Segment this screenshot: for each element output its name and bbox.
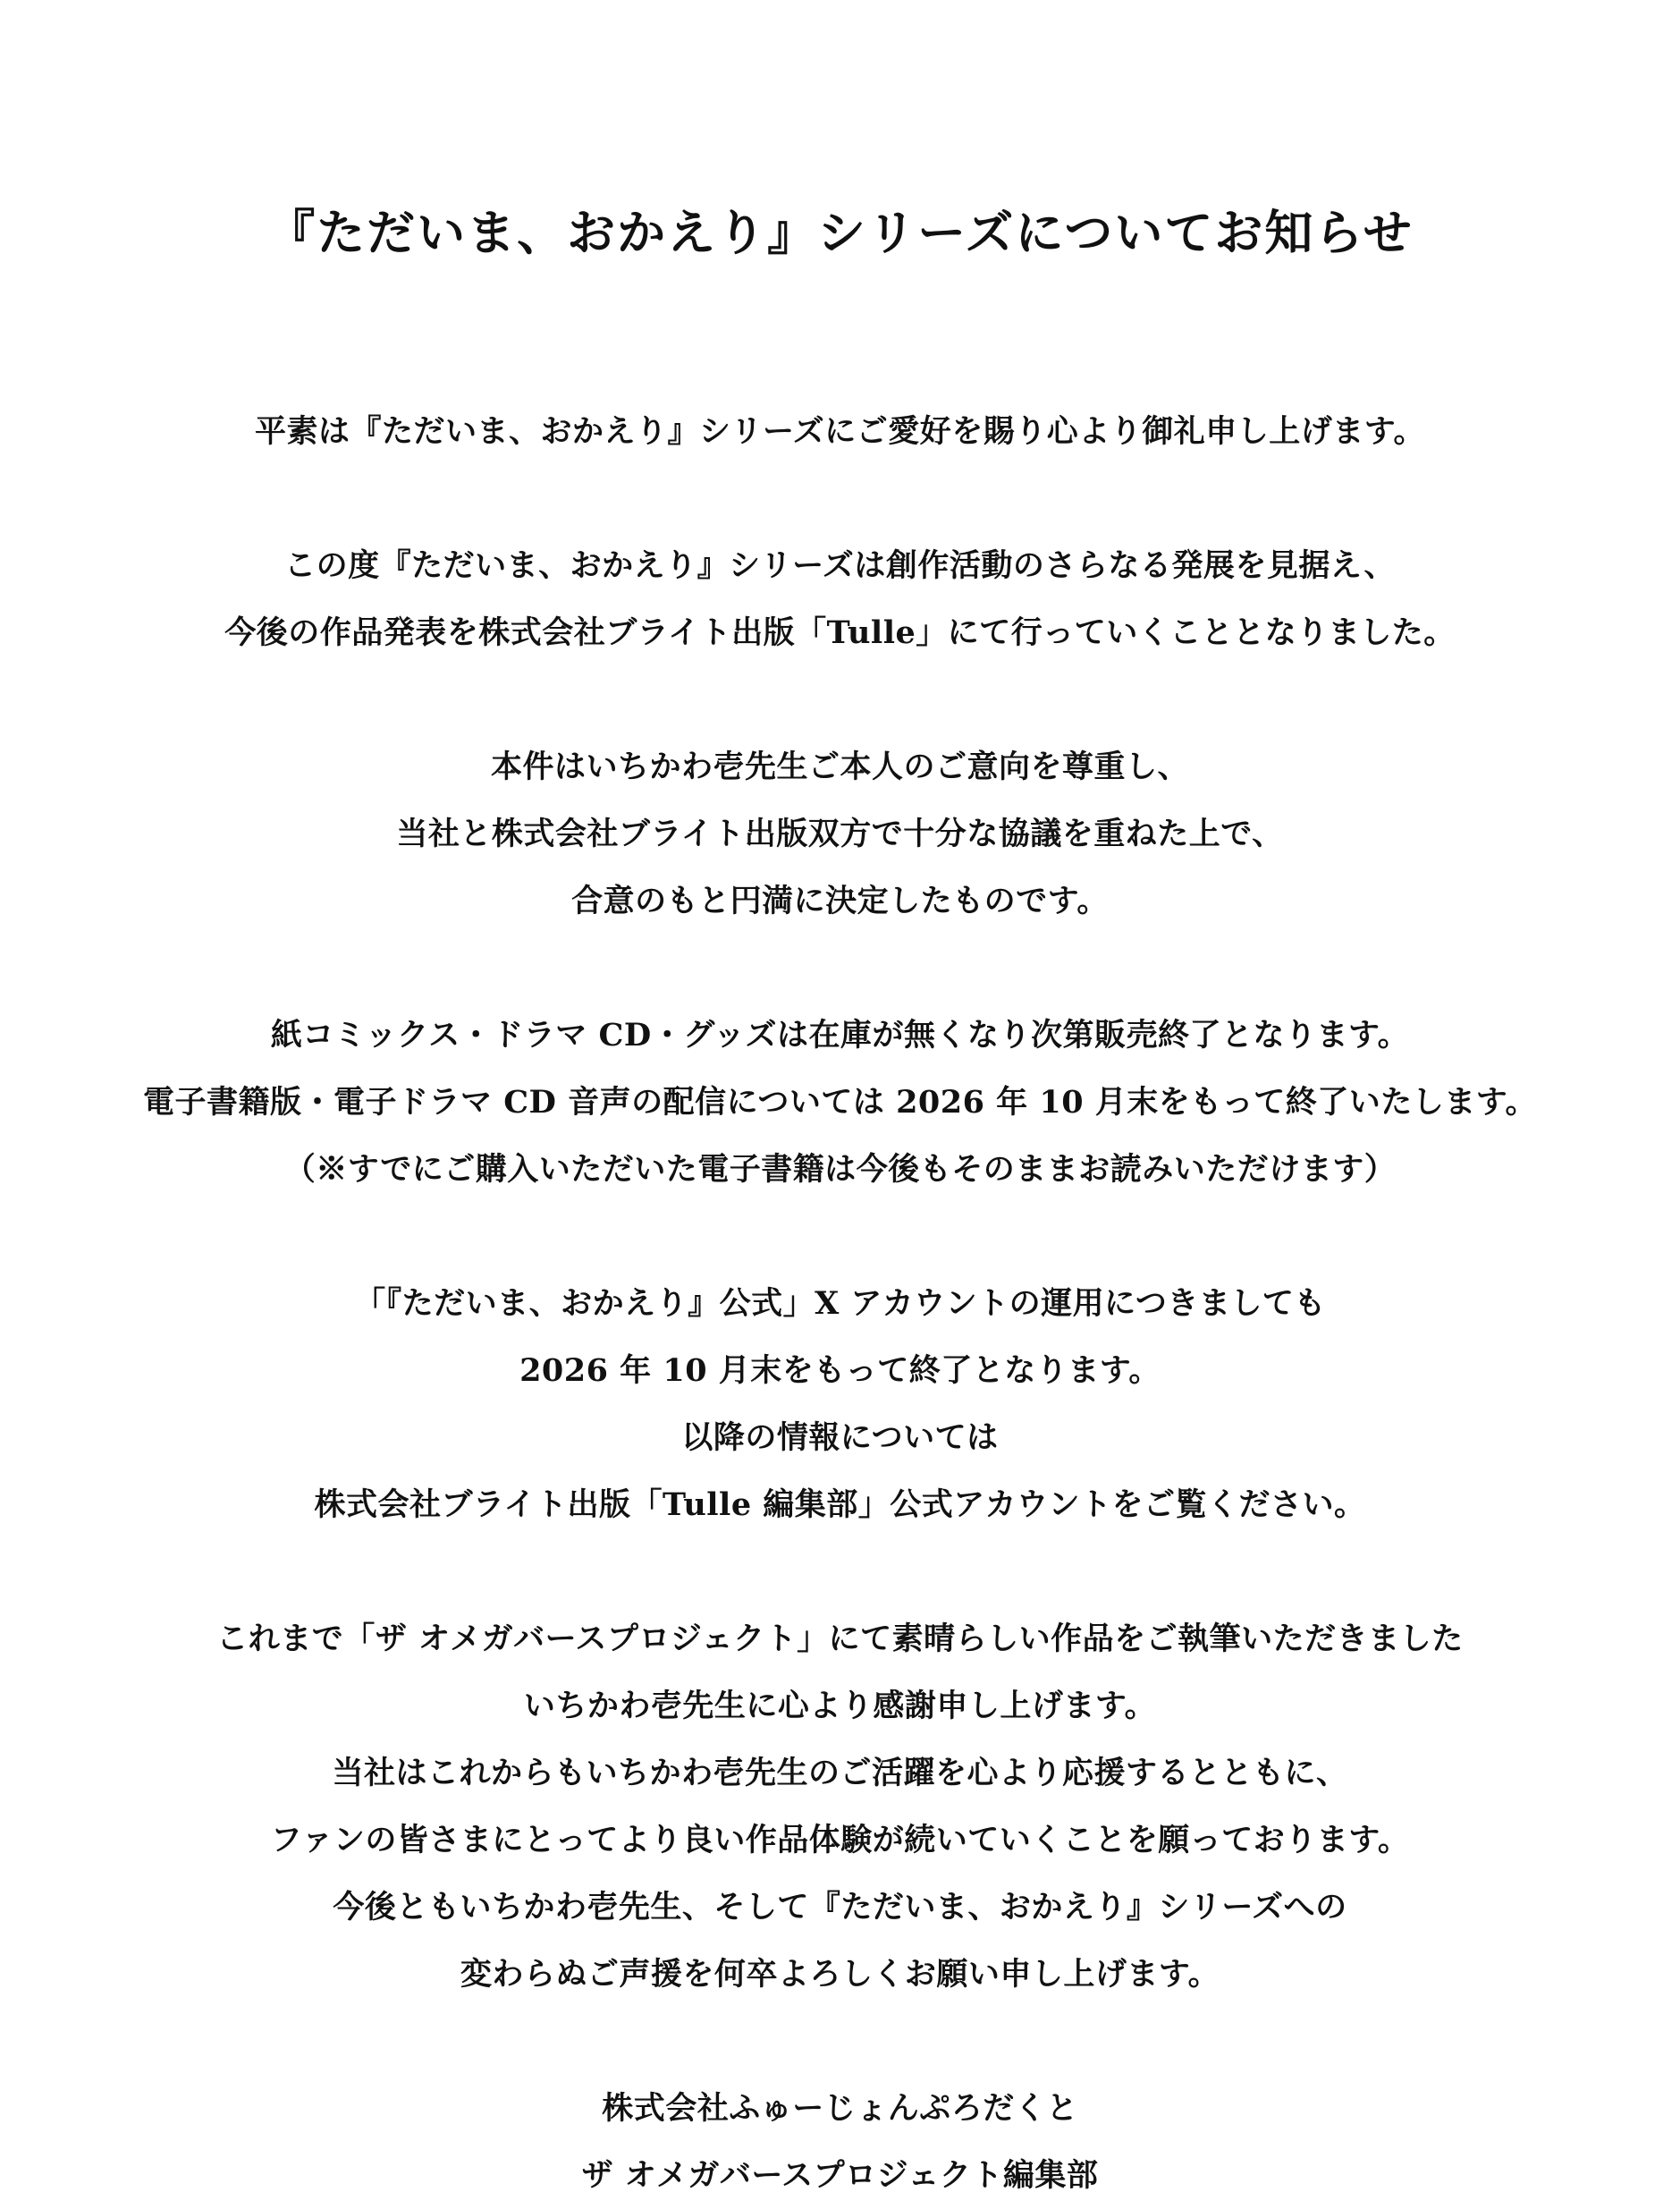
text-line: 合意のもと円満に決定したものです。: [571, 883, 1109, 919]
announcement-body: [36, 398, 1644, 2209]
text-line: 当社はこれからもいちかわ壱先生のご活躍を心より応援するとともに、: [332, 1755, 1348, 1791]
text-line: 以降の情報については: [681, 1419, 999, 1456]
paragraph-thanks: [36, 1605, 1644, 2008]
paragraph-greeting: [36, 398, 1644, 465]
text-line: 当社と株式会社ブライト出版双方で十分な協議を重ねた上で、: [396, 816, 1284, 852]
signature-company: 株式会社ふゅーじょんぷろだくと: [602, 2090, 1078, 2127]
paragraph-account-end: [36, 1270, 1644, 1538]
text-line: 株式会社ブライト出版「Tulle 編集部」公式アカウントをご覧ください。: [314, 1486, 1366, 1523]
text-line: この度『ただいま、おかえり』シリーズは創作活動のさらなる発展を見据え、: [284, 547, 1396, 584]
signature: [36, 2075, 1644, 2209]
signature-department: ザ オメガバースプロジェクト編集部: [581, 2157, 1099, 2194]
text-line: これまで「ザ オメガバースプロジェクト」にて素晴らしい作品をご執筆いただきました: [216, 1621, 1464, 1657]
text-line: いちかわ壱先生に心より感謝申し上げます。: [523, 1688, 1157, 1724]
paragraph-agreement: [36, 733, 1644, 935]
text-line: 今後ともいちかわ壱先生、そして『ただいま、おかえり』シリーズへの: [333, 1889, 1347, 1925]
text-line: ファンの皆さまにとってより良い作品体験が続いていくことを願っております。: [270, 1822, 1410, 1858]
text-line: 2026 年 10 月末をもって終了となります。: [519, 1352, 1161, 1389]
text-line: 平素は『ただいま、おかえり』シリーズにご愛好を賜り心より御礼申し上げます。: [255, 413, 1425, 450]
text-line: 紙コミックス・ドラマ CD・グッズは在庫が無くなり次第販売終了となります。: [270, 1017, 1410, 1054]
paragraph-sales-end: [36, 1002, 1644, 1203]
text-line: 「『ただいま、おかえり』公式」X アカウントの運用につきましても: [354, 1285, 1326, 1322]
text-line: 今後の作品発表を株式会社ブライト出版「Tulle」にて行っていくこととなりました。: [224, 614, 1456, 651]
text-line: 変わらぬご声援を何卒よろしくお願い申し上げます。: [460, 1956, 1220, 1993]
page-title: 『ただいま、おかえり』シリーズについてお知らせ: [266, 204, 1414, 261]
text-line: （※すでにご購入いただいた電子書籍は今後もそのままお読みいただけます）: [283, 1151, 1397, 1188]
text-line: 電子書籍版・電子ドラマ CD 音声の配信については 2026 年 10 月末をもって終了いたします。: [143, 1084, 1537, 1121]
paragraph-publisher-change: [36, 532, 1644, 666]
text-line: 本件はいちかわ壱先生ご本人のご意向を尊重し、: [490, 749, 1189, 785]
